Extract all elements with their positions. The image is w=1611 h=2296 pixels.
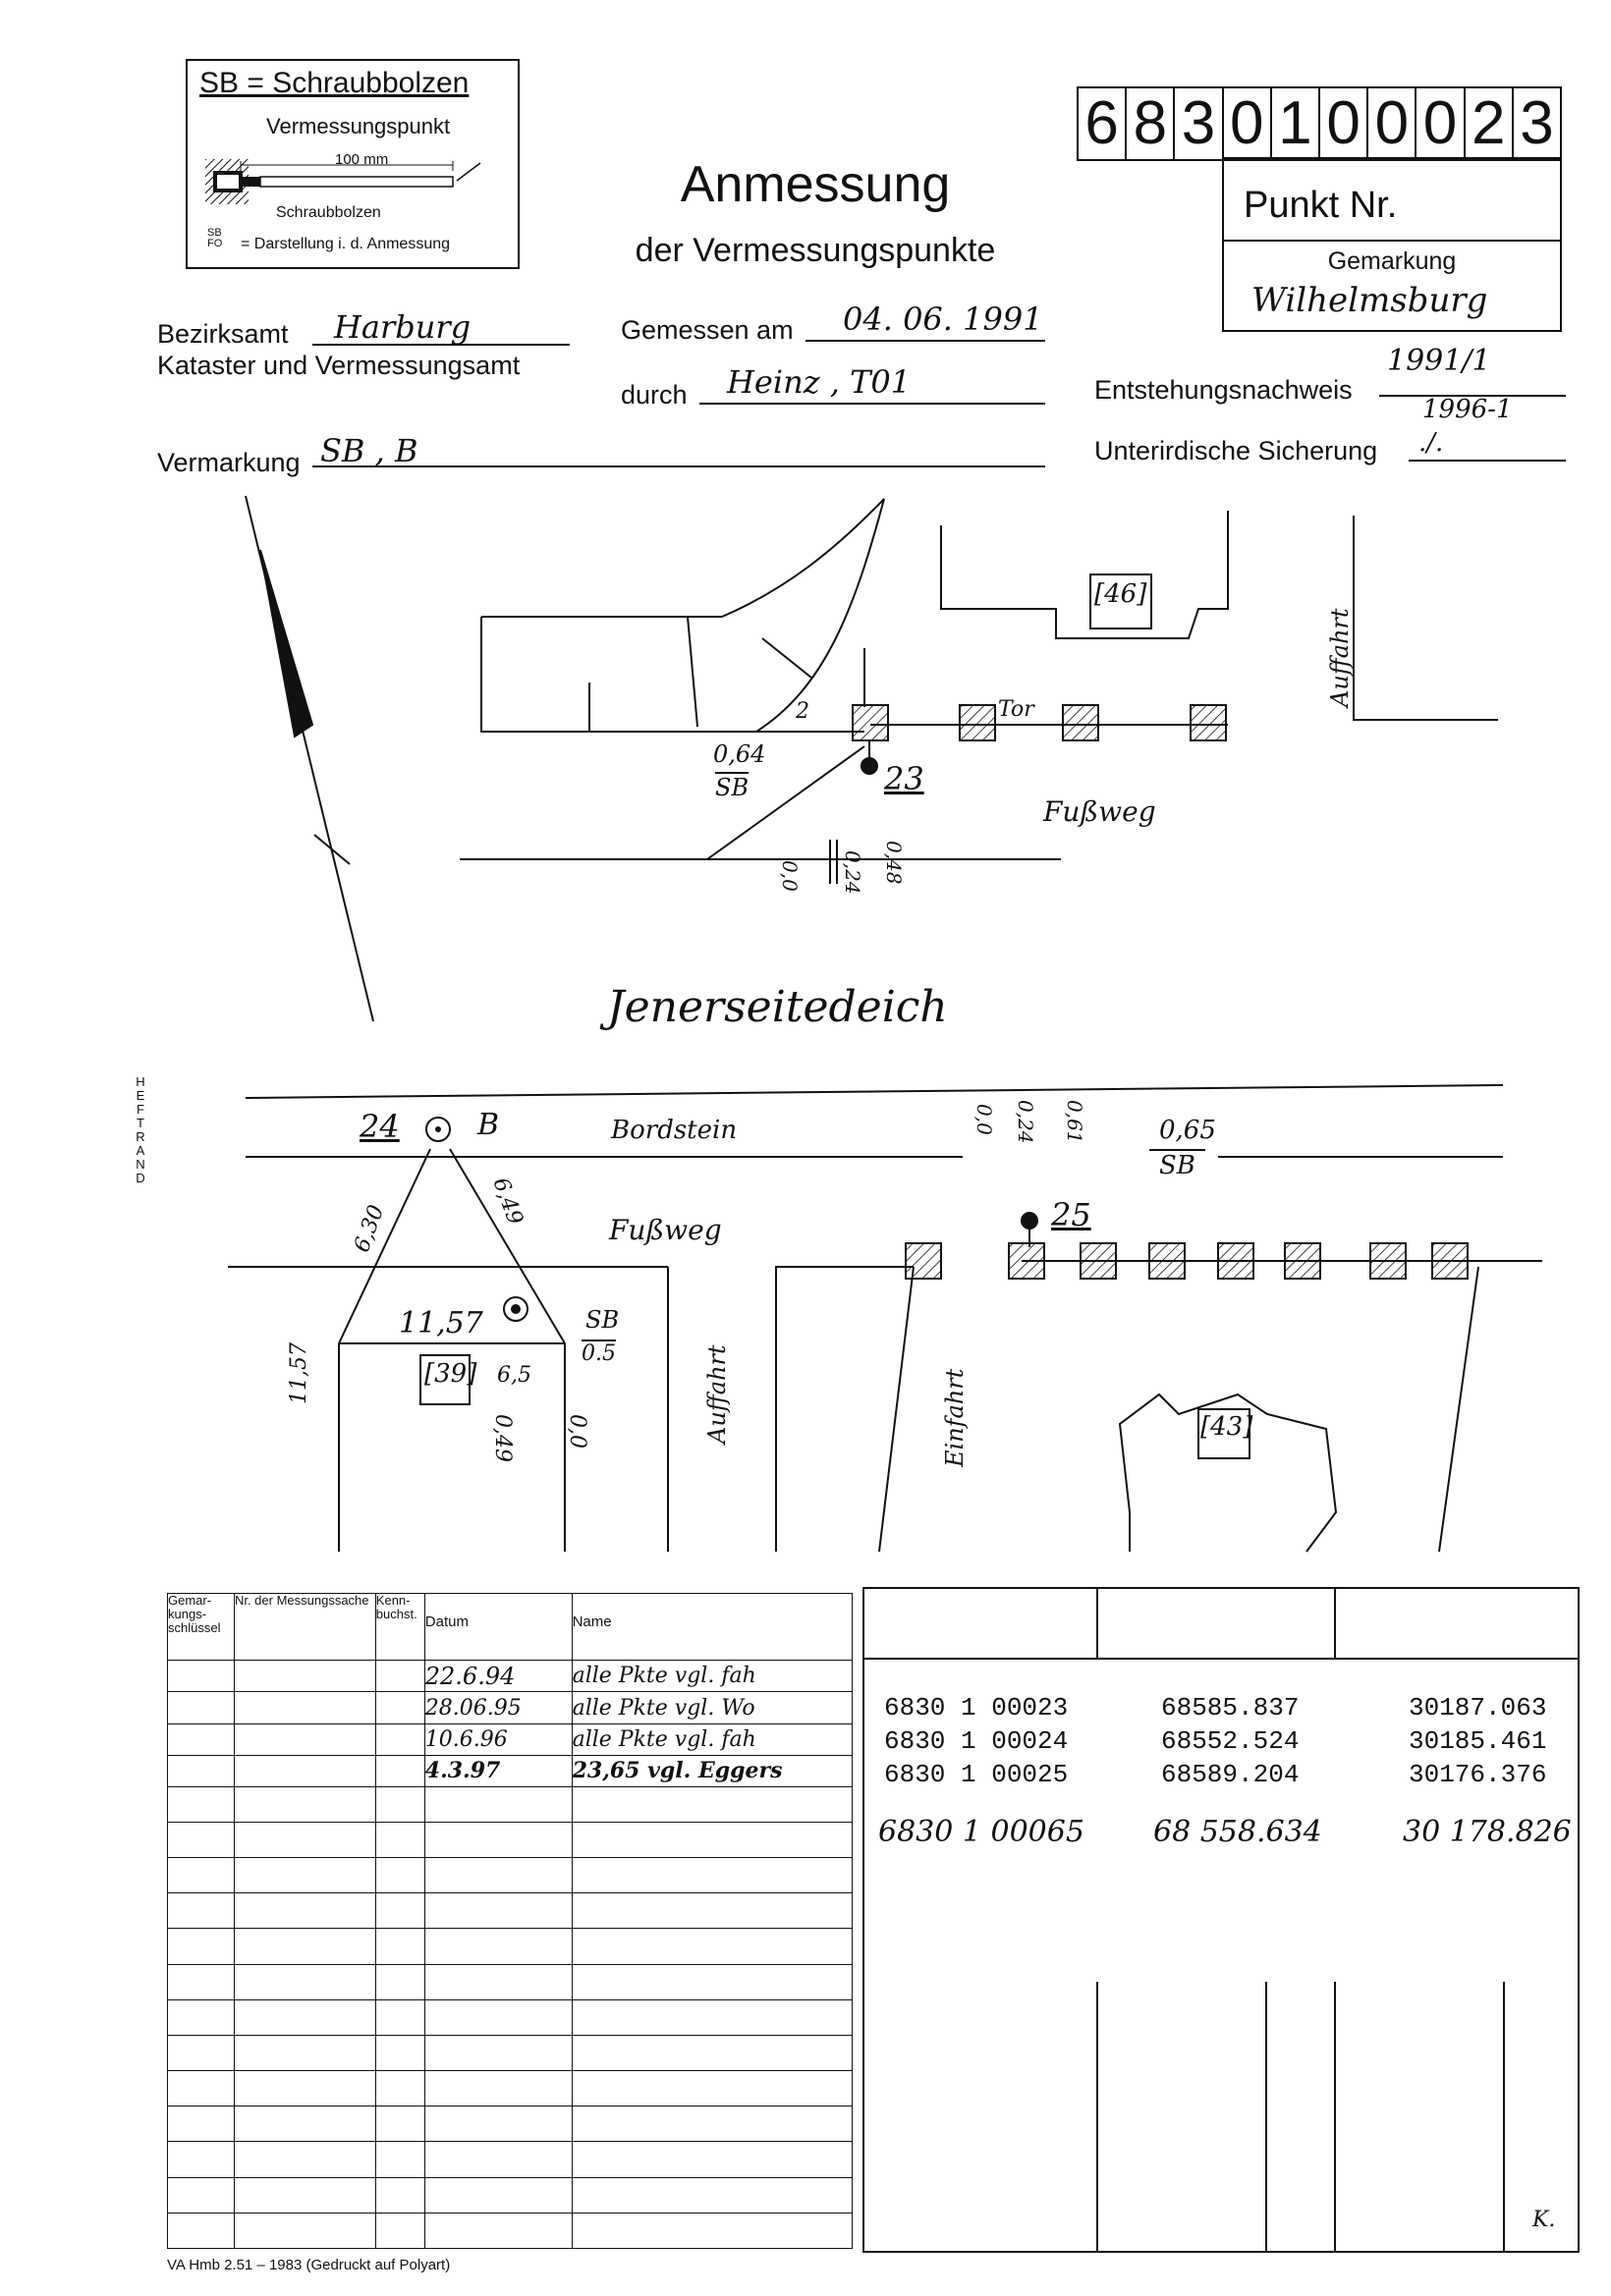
name-cell: alle Pkte vgl. fah <box>572 1723 852 1755</box>
coord-hand-id: 6830 1 00065 <box>878 1815 1084 1849</box>
heftrand-letter: F <box>137 1102 144 1117</box>
id-digit: 0 <box>1366 88 1415 159</box>
label-fussweg-top: Fußweg <box>1043 795 1156 828</box>
coord-id: 6830 1 00024 <box>884 1726 1069 1756</box>
label-point-23: 23 <box>884 760 924 797</box>
coord-col-line <box>1096 1589 1098 1658</box>
datum-cell: 28.06.95 <box>424 1692 572 1723</box>
heftrand-letter: D <box>136 1171 145 1185</box>
coord-header-line <box>864 1658 1578 1660</box>
bezirksamt-label: Bezirksamt <box>157 319 289 349</box>
kataster-label: Kataster und Vermessungsamt <box>157 351 521 380</box>
coord-x-col <box>1161 1691 1299 1791</box>
coord-col-line <box>1503 1982 1505 2251</box>
form-footer: VA Hmb 2.51 – 1983 (Gedruckt auf Polyart) <box>167 2257 451 2273</box>
target-icon <box>504 1297 528 1321</box>
coord-table <box>862 1587 1580 2253</box>
durch-label: durch <box>621 380 688 410</box>
label-m-065: 0,65 <box>1159 1116 1216 1145</box>
header-messungssache: Nr. der Messungssache <box>234 1594 375 1661</box>
label-m-061: 0,61 <box>1063 1100 1086 1144</box>
legend-100mm: 100 mm <box>335 151 389 168</box>
label-m-649: 6,49 <box>487 1175 528 1229</box>
label-m-049: 0,49 <box>490 1414 515 1462</box>
coord-col-line <box>1096 1982 1098 2251</box>
coord-y: 30185.461 <box>1409 1726 1547 1756</box>
label-einfahrt: Einfahrt <box>941 1368 969 1467</box>
point-23-icon <box>861 740 878 775</box>
label-m-b: B <box>477 1108 500 1142</box>
label-m-630: 6,30 <box>350 1201 390 1256</box>
corner-mark: K. <box>1532 2208 1556 2232</box>
vermarkung-value: SB , B <box>320 432 418 469</box>
gemarkung-label: Gemarkung <box>1327 247 1457 275</box>
point-24-icon <box>426 1118 450 1141</box>
coord-hand-y: 30 178.826 <box>1403 1815 1572 1849</box>
durch-value: Heinz , T01 <box>727 363 912 401</box>
coord-id: 6830 1 00023 <box>884 1693 1069 1722</box>
coord-col-line <box>1334 1589 1336 1658</box>
legend-symbol-top: SB <box>207 227 222 239</box>
table-row <box>168 1723 853 1755</box>
label-m-00a: 0,0 <box>778 860 802 892</box>
label-m-65: 6,5 <box>497 1363 531 1388</box>
coord-x: 68589.204 <box>1161 1760 1300 1789</box>
label-m-00b: 0,0 <box>972 1104 996 1135</box>
page-subtitle: der Vermessungspunkte <box>635 232 996 269</box>
table-row <box>168 1755 853 1786</box>
legend-title: SB = Schraubbolzen <box>199 67 470 99</box>
label-m-024b: 0,24 <box>1014 1100 1037 1144</box>
label-auffahrt-bottom: Auffahrt <box>703 1344 731 1444</box>
vermarkung-label: Vermarkung <box>157 448 301 477</box>
punkt-label: Punkt Nr. <box>1244 185 1398 226</box>
coord-x: 68552.524 <box>1161 1726 1300 1756</box>
coord-col-line <box>1265 1982 1267 2251</box>
heftrand-letter: E <box>136 1088 145 1103</box>
gemessen-value: 04. 06. 1991 <box>843 301 1043 338</box>
label-building-46: [46] <box>1094 579 1147 609</box>
heftrand-letter: N <box>136 1157 145 1172</box>
street-name: Jenerseitedeich <box>607 982 948 1032</box>
label-auffahrt-top: Auffahrt <box>1326 608 1354 707</box>
label-m-048: 0,48 <box>882 841 906 885</box>
label-m-024a: 0,24 <box>841 850 864 895</box>
coord-col-line <box>1334 1982 1336 2251</box>
label-m-sb2: SB <box>1149 1149 1205 1180</box>
header-name: Name <box>572 1594 852 1661</box>
label-m-2: 2 <box>796 699 809 724</box>
label-fussweg-bottom: Fußweg <box>609 1214 722 1246</box>
id-digit: 0 <box>1415 88 1463 159</box>
label-building-39: [39] <box>424 1359 477 1389</box>
name-cell: alle Pkte vgl. Wo <box>572 1692 852 1723</box>
table-row <box>168 1661 853 1692</box>
unterirdisch-value: ./. <box>1418 428 1444 458</box>
id-digit: 3 <box>1173 88 1221 159</box>
label-m-sb1: SB <box>715 774 750 801</box>
entstehung-value1: 1991/1 <box>1387 344 1491 378</box>
coord-y-col <box>1409 1691 1546 1791</box>
history-table <box>167 1593 853 2249</box>
header-datum: Datum <box>424 1594 572 1661</box>
legend-symbol-bottom: FO <box>207 238 223 249</box>
bezirksamt-value: Harburg <box>334 308 472 346</box>
label-m-00c: 0,0 <box>565 1414 589 1449</box>
header-kennbuchst: Kenn-buchst. <box>375 1594 424 1661</box>
point-25-icon <box>1021 1212 1038 1247</box>
id-digit: 6 <box>1084 89 1119 157</box>
heftrand-label <box>131 1075 150 1185</box>
label-m-sb3: SB <box>585 1306 620 1334</box>
id-digit: 2 <box>1464 88 1512 159</box>
id-digit: 1 <box>1270 88 1318 159</box>
name-cell: 23,65 vgl. Eggers <box>572 1755 852 1786</box>
legend-vermessungspunkt: Vermessungspunkt <box>266 114 451 138</box>
label-m-05: 0.5 <box>582 1341 616 1366</box>
heftrand-letter: A <box>136 1143 145 1158</box>
heftrand-letter: H <box>136 1074 145 1089</box>
gemarkung-value: Wilhelmsburg <box>1251 281 1488 320</box>
label-m-1157a: 11,57 <box>399 1306 483 1340</box>
coord-hand-x: 68 558.634 <box>1153 1815 1322 1849</box>
datum-cell: 22.6.94 <box>424 1661 572 1692</box>
label-building-43: [43] <box>1200 1412 1253 1442</box>
id-digit: 0 <box>1222 88 1270 159</box>
unterirdisch-label: Unterirdische Sicherung <box>1094 436 1378 465</box>
id-digit: 3 <box>1512 88 1560 159</box>
label-m-064: 0,64 <box>713 740 766 768</box>
entstehung-value2: 1996-1 <box>1422 395 1513 424</box>
label-point-24: 24 <box>360 1108 400 1145</box>
heftrand-letter: T <box>137 1116 144 1130</box>
datum-cell: 4.3.97 <box>424 1755 572 1786</box>
legend-schraubbolzen: Schraubbolzen <box>276 204 381 221</box>
table-row <box>168 1692 853 1723</box>
heftrand-letter: R <box>136 1129 145 1144</box>
entstehung-label: Entstehungsnachweis <box>1094 375 1353 405</box>
coord-y: 30187.063 <box>1409 1693 1547 1722</box>
name-cell: alle Pkte vgl. fah <box>572 1661 852 1692</box>
label-m-1157b: 11,57 <box>287 1342 311 1404</box>
header-gemarkung: Gemar-kungs-schlüssel <box>168 1594 235 1661</box>
datum-cell: 10.6.96 <box>424 1723 572 1755</box>
north-arrow-icon <box>246 496 373 1021</box>
legend-darstellung: = Darstellung i. d. Anmessung <box>241 236 451 252</box>
id-digit: 8 <box>1125 88 1173 159</box>
id-digit: 0 <box>1318 88 1366 159</box>
coord-id: 6830 1 00025 <box>884 1760 1069 1789</box>
label-point-25: 25 <box>1051 1196 1091 1233</box>
coord-x: 68585.837 <box>1161 1693 1300 1722</box>
coord-row <box>884 1691 1068 1791</box>
gemessen-label: Gemessen am <box>621 315 794 345</box>
label-tor: Tor <box>998 697 1034 722</box>
coord-y: 30176.376 <box>1409 1760 1547 1789</box>
page-title: Anmessung <box>680 156 951 213</box>
label-bordstein: Bordstein <box>611 1116 738 1145</box>
